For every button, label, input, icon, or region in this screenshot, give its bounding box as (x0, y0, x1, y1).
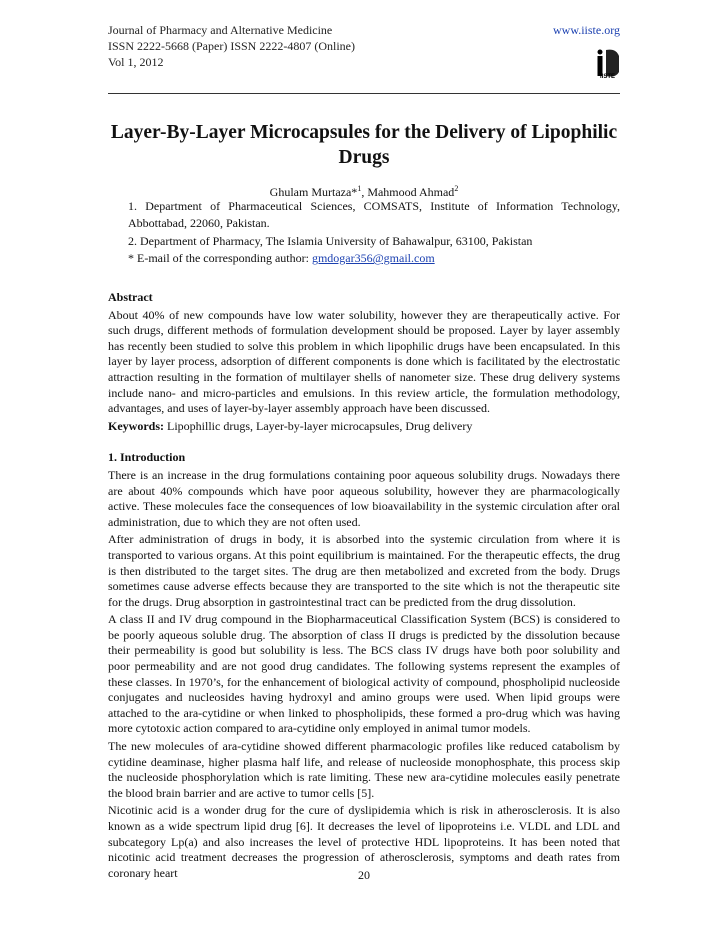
author-line (108, 182, 620, 199)
abstract-text: About 40% of new compounds have low water solubility, however they are therapeutically active. For such drugs, different methods of formulation development should be proposed. Layer by layer assembly has recently been studied to solve this problem in which lipophilic drugs have been encapsulated. In this layer by layer process, adsorption of different components is done which is facilitated by the electrostatic attraction resulting in the formation of multilayer shells of nanometer size. These drug delivery systems include nano- and micro-particles and emulsions. In this review article, the formulation methodology, advantages, and uses of layer-by-layer assembly approach have been discussed. (108, 307, 620, 416)
abstract-heading: Abstract (108, 290, 153, 304)
volume-line: Vol 1, 2012 (108, 55, 164, 69)
introduction-heading: 1. Introduction (108, 450, 186, 465)
paper-title: Layer-By-Layer Microcapsules for the Delivery of Lipophilic Drugs (110, 122, 618, 168)
intro-paragraph-2: After administration of drugs in body, it is absorbed into the systemic circulation from where it is transported to various organs. At this point equilibrium is maintained. For the therapeutic effects, the drug is then distributed to the target sites. The drug are then metabolized and excreted from the body. Drugs sometimes cause adverse effects because they are transported to the site which is not the therapeutic site for the drugs. Drug absorption in gastrointestinal tract can be predicted from the drug dissolution. (108, 532, 620, 609)
author-2-affiliation: 2 (454, 184, 459, 193)
page-number: 20 (358, 868, 370, 882)
email-link[interactable]: gmdogar356@gmail.com (311, 251, 435, 265)
intro-paragraph-5: Nicotinic acid is a wonder drug for the cure of dyslipidemia which is risk in atherosclerosis. It is also known as a wide spectrum lipid drug [6]. It decreases the level of lipoproteins i.e. VLDL and LDL and subcategory Lp(a) and also increases the level of protective HDL lipoproteins. It has been noted that nicotinic acid treatment decreases the progression of atherosclerosis, symptoms and death rates from coronary heart (108, 803, 620, 880)
svg-text:IISTE: IISTE (600, 74, 616, 80)
affiliation-1: 1. Department of Pharmaceutical Sciences, COMSATS, Institute of Information Technology, Abbottabad, 22060, Pakistan. (128, 199, 620, 230)
email-prefix: * E-mail of the corresponding author: (128, 251, 312, 265)
header-rule (108, 93, 620, 94)
paper-body (108, 290, 620, 883)
author-2: Mahmood Ahmad (367, 185, 455, 199)
journal-url-link[interactable]: www.iiste.org (553, 23, 620, 37)
corresponding-email-line (128, 250, 620, 267)
author-1: Ghulam Murtaza* (269, 185, 358, 199)
author-separator: , (361, 185, 368, 199)
keywords-list: Lipophillic drugs, Layer-by-layer microcapsules, Drug delivery (164, 418, 473, 433)
journal-header (108, 22, 355, 70)
journal-name: Journal of Pharmacy and Alternative Medicine (108, 23, 333, 37)
keywords-label: Keywords: (108, 418, 164, 433)
author-1-affiliation: 1 (357, 184, 362, 193)
keywords-line (108, 419, 620, 435)
intro-paragraph-4: The new molecules of ara-cytidine showed different pharmacologic profiles like reduced catabolism by cytidine deaminase, higher plasma half life, and release of nucleoside monophosphate, this process skip the nucleoside phosphorylation which is rate limiting. These new ara-cytidine molecules easily penetrate the blood brain barrier and are active to tumor cells [5]. (108, 739, 620, 800)
affiliation-2: 2. Department of Pharmacy, The Islamia University of Bahawalpur, 63100, Pakistan (128, 234, 533, 248)
section-gap (108, 436, 620, 450)
intro-paragraph-1: There is an increase in the drug formulations containing poor aqueous solubility drugs. Nowadays there are about 40% compounds which have poor aqueous solubility, however they are pharmacologically active. These molecules face the consequences of low bioavailability in the systemic circulation after oral administration, due to which they are not often used. (108, 467, 620, 529)
iiste-logo-icon (592, 42, 622, 80)
intro-paragraph-3: A class II and IV drug compound in the Biopharmaceutical Classification System (BCS) is considered to be poorly aqueous soluble drug. The absorption of class II drugs is predicted by the dissolution because their permeability is good but solubility is less. The BCS class IV drugs have both poor solubility and poor permeability and are not good drug candidates. The following systems represent the examples of these classes. In 1970’s, for the enhancement of biological activity of compound, phospholipid nucleoside conjugates and nucleosides having hydroxyl and amino groups were used. When lipid groups were attached to the ara-cytidine or when linked to phospholipids, these formed a pro-drug which was having more cytotoxic action compared to ara-cytidine only employed in animal tumor models. (108, 612, 620, 736)
issn-line: ISSN 2222-5668 (Paper) ISSN 2222-4807 (Online) (108, 39, 355, 53)
